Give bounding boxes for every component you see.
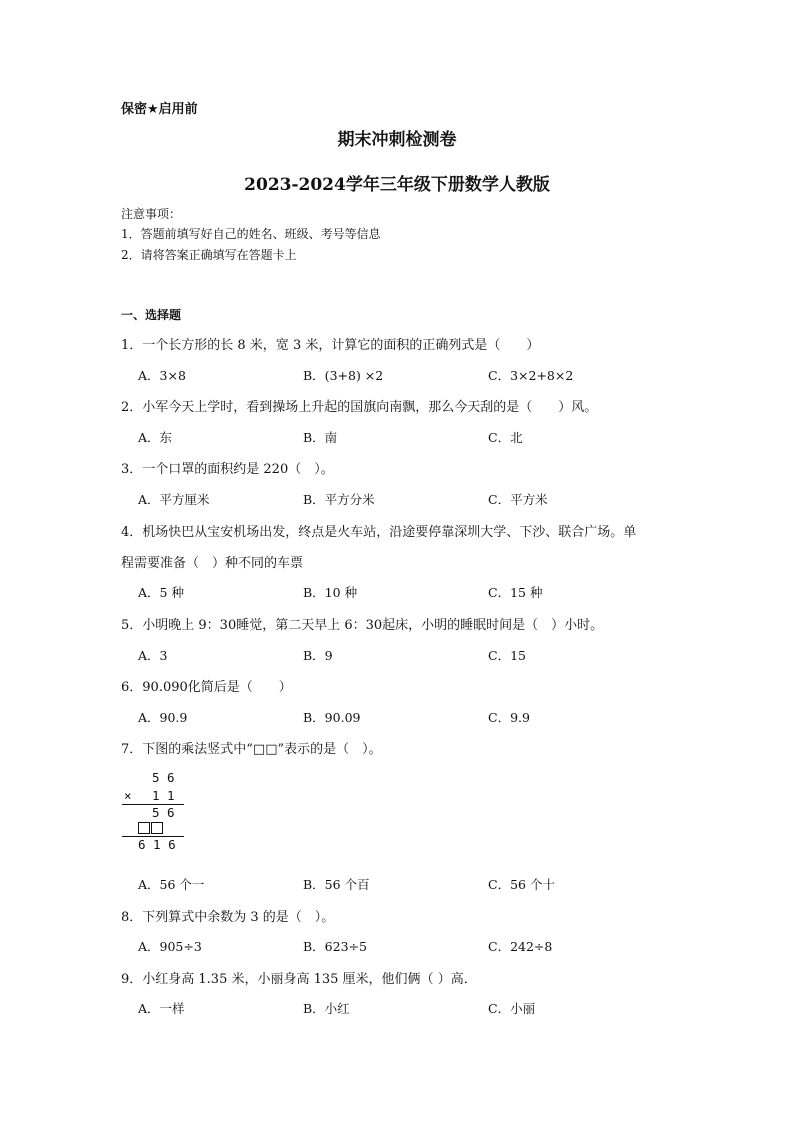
confidential-label: 保密★启用前 bbox=[121, 102, 198, 117]
multiplier: 1 1 bbox=[152, 788, 175, 803]
exam-title: 期末冲刺检测卷 bbox=[337, 130, 457, 150]
option-c: C．15 种 bbox=[488, 585, 543, 600]
product: 6 1 6 bbox=[138, 837, 176, 852]
option-c: C．平方米 bbox=[488, 492, 548, 507]
option-a: A．905÷3 bbox=[138, 939, 202, 954]
question-3: 3．一个口罩的面积约是 220（ ）。 bbox=[121, 462, 334, 477]
option-c: C．3×2+8×2 bbox=[488, 368, 574, 383]
option-a: A．56 个一 bbox=[138, 877, 205, 892]
option-a: A．3×8 bbox=[138, 368, 186, 383]
question-7: 7．下图的乘法竖式中“□□”表示的是（ ）。 bbox=[121, 742, 382, 757]
note-item: 1．答题前填写好自己的姓名、班级、考号等信息 bbox=[121, 227, 381, 241]
blank-box bbox=[151, 822, 163, 834]
option-b: B．南 bbox=[303, 430, 338, 445]
blank-box bbox=[138, 822, 150, 834]
question-2: 2．小军今天上学时，看到操场上升起的国旗向南飘，那么今天刮的是（ ）风。 bbox=[121, 400, 598, 415]
option-c: C．15 bbox=[488, 648, 526, 663]
option-c: C．56 个十 bbox=[488, 877, 555, 892]
question-1: 1．一个长方形的长 8 米，宽 3 米，计算它的面积的正确列式是（ ） bbox=[121, 338, 540, 353]
option-b: B．9 bbox=[303, 648, 333, 663]
option-a: A．90.9 bbox=[138, 710, 188, 725]
section-heading: 一、选择题 bbox=[121, 308, 182, 322]
option-a: A．东 bbox=[138, 430, 173, 445]
note-item: 2．请将答案正确填写在答题卡上 bbox=[121, 248, 297, 262]
option-b: B．623÷5 bbox=[303, 939, 367, 954]
question-6: 6．90.090化简后是（ ） bbox=[121, 680, 292, 695]
option-c: C．242÷8 bbox=[488, 939, 553, 954]
option-c: C．小丽 bbox=[488, 1001, 536, 1016]
option-b: B．56 个百 bbox=[303, 877, 370, 892]
option-b: B．90.09 bbox=[303, 710, 361, 725]
times-sign: × bbox=[124, 788, 132, 803]
option-b: B．10 种 bbox=[303, 585, 358, 600]
question-9: 9．小红身高 1.35 米，小丽身高 135 厘米，他们俩（ ）高． bbox=[121, 972, 477, 987]
option-b: B．(3+8) ×2 bbox=[303, 368, 384, 383]
vertical-multiplication bbox=[118, 770, 188, 852]
option-c: C．9.9 bbox=[488, 710, 530, 725]
option-a: A．3 bbox=[138, 648, 168, 663]
partial-product: 5 6 bbox=[152, 805, 175, 820]
option-a: A．平方厘米 bbox=[138, 492, 210, 507]
question-8: 8．下列算式中余数为 3 的是（ ）。 bbox=[121, 910, 335, 925]
option-b: B．平方分米 bbox=[303, 492, 375, 507]
option-b: B．小红 bbox=[303, 1001, 350, 1016]
exam-subtitle: 2023-2024学年三年级下册数学人教版 bbox=[244, 175, 550, 195]
question-5: 5．小明晚上 9：30睡觉，第二天早上 6：30起床，小明的睡眠时间是（ ）小时。 bbox=[121, 618, 604, 633]
question-4-continued: 程需要准备（ ）种不同的车票 bbox=[121, 556, 304, 571]
option-c: C．北 bbox=[488, 430, 523, 445]
question-4: 4．机场快巴从宝安机场出发，终点是火车站，沿途要停靠深圳大学、下沙、联合广场。单 bbox=[121, 525, 637, 540]
option-a: A．5 种 bbox=[138, 585, 184, 600]
multiplicand: 5 6 bbox=[152, 770, 175, 785]
blank-boxes bbox=[138, 821, 164, 836]
notes-heading: 注意事项： bbox=[121, 207, 182, 221]
option-a: A．一样 bbox=[138, 1001, 185, 1016]
